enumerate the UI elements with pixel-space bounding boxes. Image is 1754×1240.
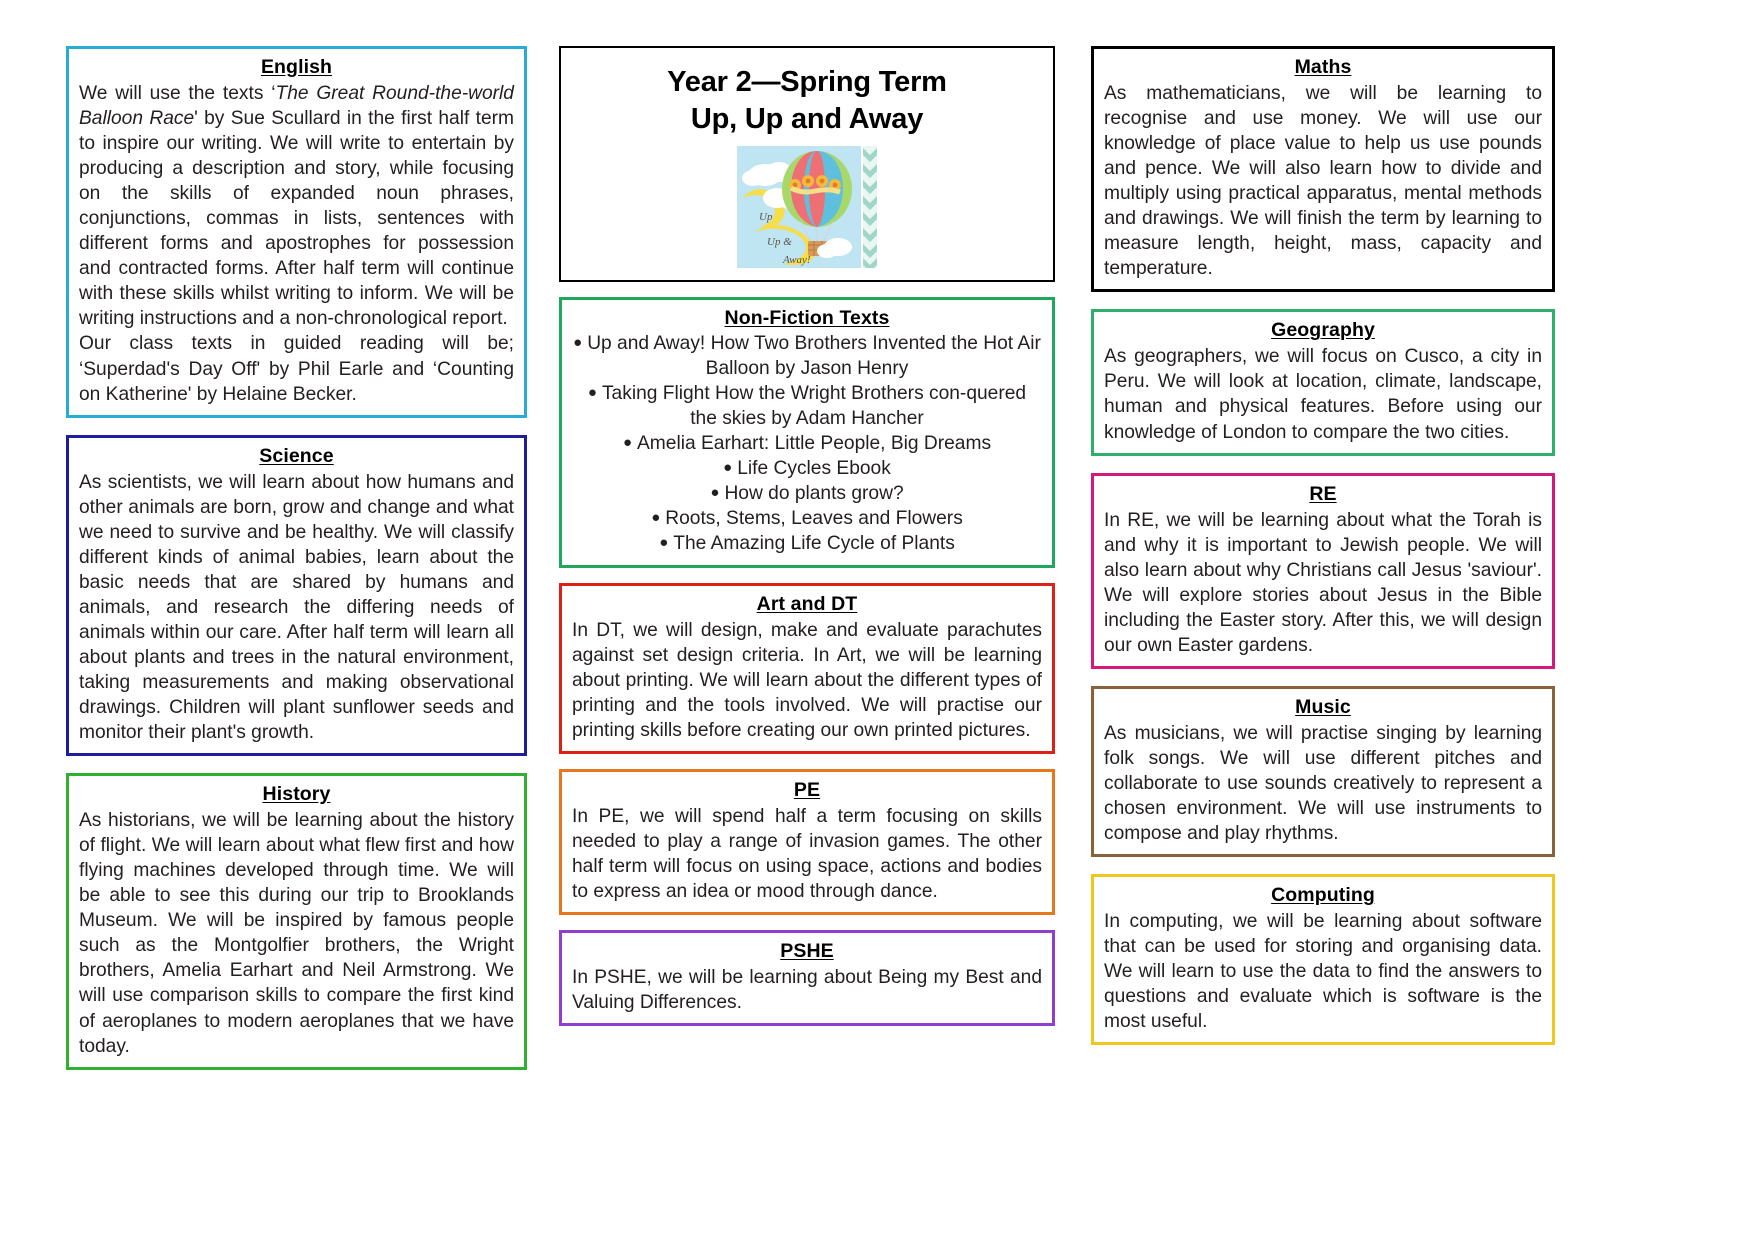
bullet-icon: ●	[622, 433, 632, 451]
topic-title-line-2: Up, Up and Away	[690, 102, 924, 135]
subject-box-re	[1091, 473, 1555, 669]
pe-title: PE	[793, 778, 821, 801]
english-body: We will use the texts ‘The Great Round-the-world Balloon Race' by Sue Scullard in the first half term to inspire our writing. We will write to entertain by producing a description and story, while focusing on the skills of expanded noun phrases, conjunctions, commas in lists, sentences with different forms and apostrophes for possession and contracted forms. After half term will continue with these skills whilst writing to inform. We will be writing instructions and a non-chronological report.	[79, 83, 514, 330]
pshe-title: PSHE	[780, 940, 834, 963]
non-fiction-list-item	[572, 332, 1042, 382]
subject-box-music	[1091, 686, 1555, 857]
geography-title: Geography	[1271, 319, 1375, 342]
computing-body: In computing, we will be learning about software that can be used for storing and organising data. We will learn to use the data to find the answers to questions and evaluate which is software is the most useful.	[1104, 911, 1542, 1033]
right-column	[1091, 46, 1555, 1045]
bullet-icon: ●	[587, 383, 597, 401]
subject-box-maths	[1091, 46, 1555, 292]
non-fiction-list-item	[572, 532, 1042, 557]
non-fiction-list-item-label: Up and Away! How Two Brothers Invented the Hot Air Balloon by Jason Henry	[587, 333, 1041, 380]
science-title: Science	[259, 444, 334, 467]
subject-box-computing	[1091, 874, 1555, 1045]
non-fiction-list-item-label: Taking Flight How the Wright Brothers con-quered the skies by Adam Hancher	[601, 382, 1027, 429]
history-body: As historians, we will be learning about the history of flight. We will learn about what flew first and how flying machines developed through time. We will be able to see this during our trip to Brooklands Museum. We will be inspired by famous people such as the Montgolfier brothers, the Wright brothers, Amelia Earhart and Neil Armstrong. We will use comparison skills to compare the first kind of aeroplanes to modern aeroplanes that we have today.	[79, 810, 514, 1057]
pshe-body: In PSHE, we will be learning about Being my Best and Valuing Differences.	[572, 967, 1042, 1014]
balloon-caption-up-1: Up	[759, 211, 773, 224]
center-column	[559, 46, 1055, 1026]
subject-box-pshe	[559, 930, 1055, 1026]
non-fiction-list-item	[572, 457, 1042, 482]
bullet-icon: ●	[651, 508, 661, 526]
non-fiction-list-item-label: Amelia Earhart: Little People, Big Dreams	[637, 432, 992, 454]
subject-box-pe	[559, 769, 1055, 915]
topic-title-card	[559, 46, 1055, 282]
left-column	[66, 46, 527, 1070]
geography-body: As geographers, we will focus on Cusco, a city in Peru. We will look at location, climate, landscape, human and physical features. Before using our knowledge of London to compare the two cities.	[1104, 346, 1542, 443]
bullet-icon: ●	[710, 483, 720, 501]
non-fiction-list-item	[572, 482, 1042, 507]
subject-box-art-and-dt	[559, 583, 1055, 754]
book-title-italic: The Great Round-the-world Balloon Race	[79, 83, 514, 130]
art-dt-title: Art and DT	[756, 592, 858, 615]
art-dt-body: In DT, we will design, make and evaluate parachutes against set design criteria. In Art, we will be learning about printing. We will learn about the different types of printing and the tools involved. We will practise our printing skills before creating our own printed pictures.	[572, 619, 1042, 741]
re-body: In RE, we will be learning about what the Torah is and why it is important to Jewish people. We will also learn about why Christians call Jesus 'saviour'. We will explore stories about Jesus in the Bible including the Easter story. After this, we will design our own Easter gardens.	[1104, 509, 1542, 656]
subject-box-non-fiction-texts	[559, 297, 1055, 568]
maths-title: Maths	[1294, 56, 1352, 78]
bullet-icon: ●	[573, 334, 583, 352]
topic-title-line-1: Year 2—Spring Term	[667, 66, 947, 98]
non-fiction-list-item-label: The Amazing Life Cycle of Plants	[673, 532, 955, 554]
non-fiction-list-item	[572, 507, 1042, 532]
music-body: As musicians, we will practise singing by learning folk songs. We will use different pitches and collaborate to use sounds creatively to represent a chosen environment. We will use instruments to compose and play rhythms.	[1104, 722, 1542, 845]
non-fiction-list-item	[572, 432, 1042, 457]
non-fiction-text-list	[572, 332, 1042, 557]
maths-body: As mathematicians, we will be learning to recognise and use money. We will use our knowledge of place value to help us use pounds and pence. We will also learn how to divide and multiply using practical apparatus, mental methods and drawings. We will finish the term by learning to measure length, height, mass, capacity and temperature.	[1104, 83, 1542, 280]
english-body-2: Our class texts in guided reading will be; ‘Superdad's Day Off' by Phil Earle and ‘Counting on Katherine' by Helaine Becker.	[79, 333, 514, 405]
pe-body: In PE, we will spend half a term focusing on skills needed to play a range of invasion games. The other half term will focus on using space, actions and bodies to express an idea or mood through dance.	[572, 805, 1042, 903]
history-title: History	[262, 783, 331, 806]
hot-air-balloon-icon	[737, 146, 877, 268]
balloon-caption-away: Away!	[783, 254, 811, 267]
non-fiction-title: Non-Fiction Texts	[724, 307, 890, 330]
science-body: As scientists, we will learn about how humans and other animals are born, grow and change and what we need to survive and be healthy. We will classify different kinds of animal babies, learn about the basic needs that are shared by humans and animals, and research the differing needs of animals within our care. After half term will learn all about plants and trees in the natural environment, taking measurements and making observational drawings. Children will plant sunflower seeds and monitor their plant's growth.	[79, 471, 514, 744]
non-fiction-list-item	[572, 382, 1042, 432]
subject-box-english	[66, 46, 527, 418]
balloon-caption-up-2: Up &	[767, 236, 792, 249]
non-fiction-list-item-label: Roots, Stems, Leaves and Flowers	[665, 507, 963, 529]
re-title: RE	[1309, 482, 1337, 505]
subject-box-geography	[1091, 309, 1555, 455]
bullet-icon: ●	[659, 533, 669, 551]
english-title: English	[260, 56, 333, 78]
non-fiction-list-item-label: How do plants grow?	[724, 482, 904, 504]
music-title: Music	[1295, 695, 1351, 718]
bullet-icon: ●	[723, 458, 733, 476]
subject-box-science	[66, 435, 527, 757]
computing-title: Computing	[1271, 884, 1375, 907]
subject-box-history	[66, 773, 527, 1069]
non-fiction-list-item-label: Life Cycles Ebook	[737, 457, 891, 479]
